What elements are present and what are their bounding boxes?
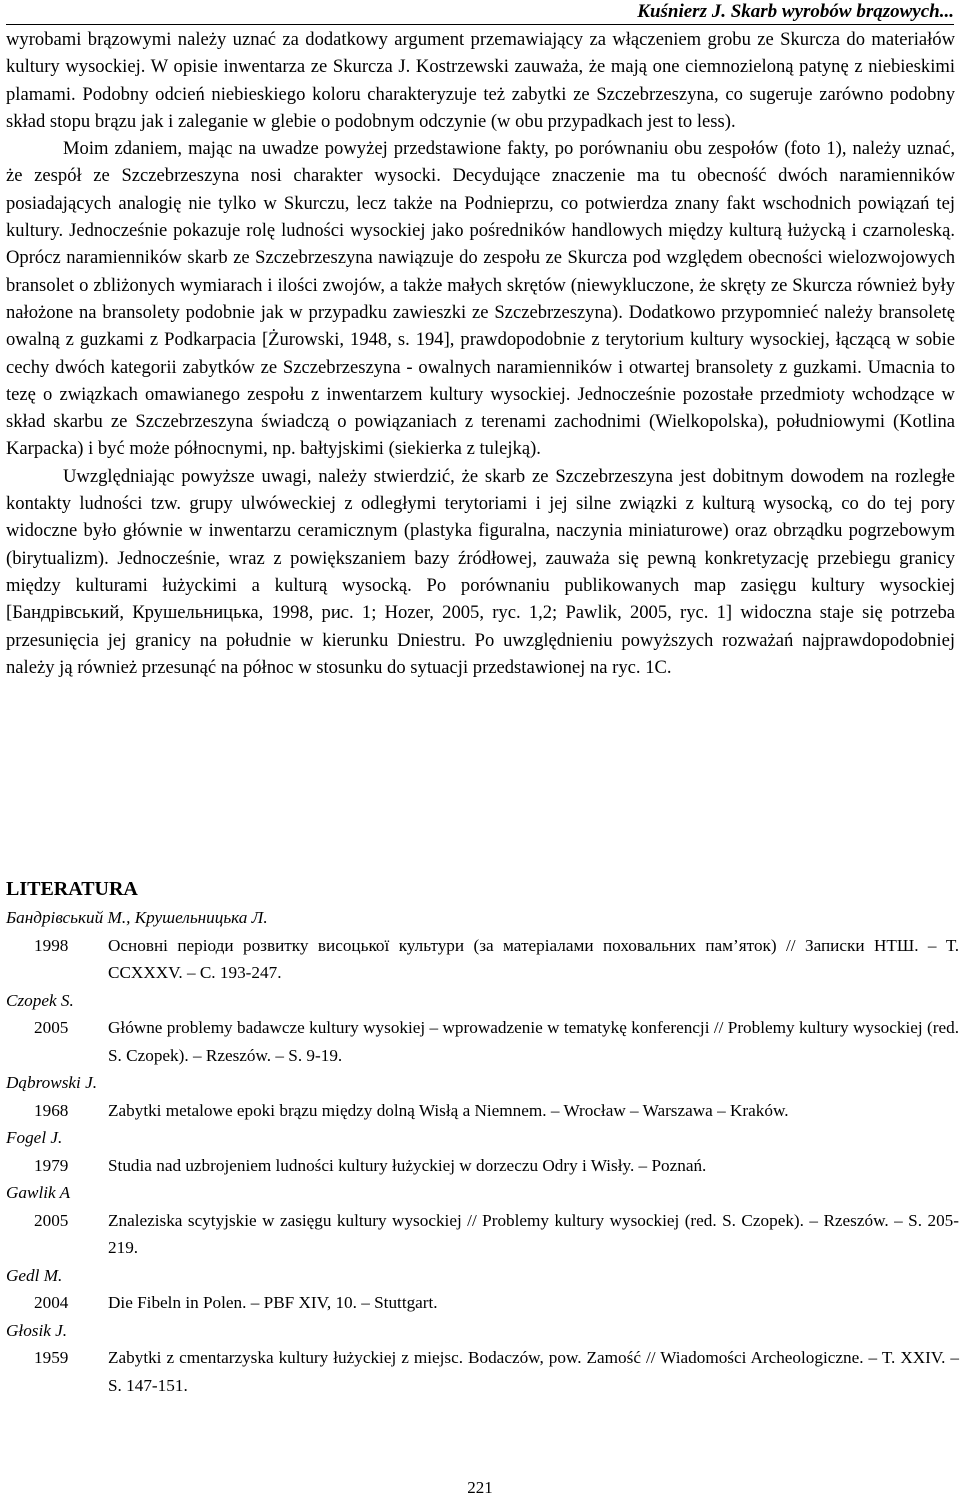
reference-year: 1968 — [34, 1100, 69, 1120]
reference-item — [6, 904, 959, 987]
reference-author: Fogel J. — [6, 1128, 63, 1147]
reference-item — [6, 1262, 959, 1317]
reference-item — [6, 1069, 959, 1124]
reference-title: Основні періоди розвитку висоцької культури (за матеріалами поховальних пам’яток) // Записки НТШ. – Т. CCXXXV. – С. 193-247. — [108, 935, 959, 982]
reference-author: Dąbrowski J. — [6, 1073, 98, 1092]
reference-title: Zabytki metalowe epoki brązu między dolną Wisłą a Niemnem. – Wrocław – Warszawa – Kraków. — [108, 1100, 789, 1120]
paragraph: wyrobami brązowymi należy uznać za dodatkowy argument przemawiający za włączeniem grobu ze Skurcza do materiałów kultury wysockiej. W opisie inwentarza ze Skurcza J. Kostrzewski zauważa, że mają one ciemnozieloną patynę z niebieskimi plamami. Podobny odcień niebieskiego koloru charakteryzuje też zabytki ze Szczebrzeszyna, co sugeruje zarówno podobny skład stopu brązu jak i zaleganie w glebie o podobnym odczynie (w obu przypadkach jest to less). — [6, 29, 955, 132]
reference-item — [6, 1179, 959, 1262]
reference-year: 1998 — [34, 935, 69, 955]
reference-year: 1959 — [34, 1348, 69, 1367]
article-body — [6, 26, 955, 681]
running-title: Kuśnierz J. Skarb wyrobów brązowych... — [637, 1, 954, 22]
reference-year: 1979 — [34, 1155, 69, 1175]
paragraph: Uwzględniając powyższe uwagi, należy stwierdzić, że skarb ze Szczebrzeszyna jest dobitnym dowodem na rozległe kontakty ludności tzw. grupy ulwóweckiej z odległymi terytoriami i jej silne związki z kulturą wysocką, co do tej pory widoczne było głównie w inwentarzu ceramicznym (plastyka figuralna, naczynia miniaturowe) oraz obrządku pogrzebowym (birytualizm). Jednocześnie, wraz z powiększaniem bazy źródłowej, zauważa się pewną konkretyzację przebiegu granicy między kulturami łużyckimi a kulturą wysocką. Po porównaniu publikowanych map zasięgu kultury wysockiej [Бандрівський, Крушельницька, 1998, рис. 1; Hozer, 2005, ryc. 1,2; Pawlik, 2005, ryc. 1] widoczna staje się potrzeba przesunięcia jej granicy na południe w kierunku Dniestru. Po uwzględnieniu powyższych rozważań najprawdopodobniej należy ją również przesunąć na północ w stosunku do sytuacji przedstawionej na ryc. 1C. — [6, 465, 955, 678]
reference-year: 2005 — [34, 1018, 69, 1037]
reference-title: Znaleziska scytyjskie w zasięgu kultury wysockiej // Problemy kultury wysockiej (red. S. Czopek). – Rzeszów. – S. 205-219. — [108, 1210, 959, 1257]
reference-author: Gedl M. — [6, 1265, 63, 1285]
reference-author: Gawlik A — [6, 1183, 71, 1202]
reference-item — [6, 1317, 959, 1400]
reference-title: Die Fibeln in Polen. – PBF XIV, 10. – Stuttgart. — [108, 1293, 438, 1312]
reference-item — [6, 1124, 959, 1179]
reference-title: Studia nad uzbrojeniem ludności kultury łużyckiej w dorzeczu Odry i Wisły. – Poznań. — [108, 1155, 707, 1175]
reference-list — [6, 904, 959, 1399]
reference-author: Бандрівський М., Крушельницька Л. — [6, 908, 268, 927]
reference-title: Główne problemy badawcze kultury wysokiej – wprowadzenie w tematykę konferencji // Problemy kultury wysockiej (red. S. Czopek). – Rzeszów. – S. 9-19. — [108, 1018, 959, 1065]
reference-year: 2005 — [34, 1210, 69, 1230]
page-number: 221 — [467, 1478, 493, 1497]
running-header — [6, 0, 954, 25]
reference-year: 2004 — [34, 1293, 69, 1312]
reference-author: Czopek S. — [6, 990, 74, 1010]
reference-author: Głosik J. — [6, 1320, 68, 1340]
literature-heading: LITERATURA — [6, 878, 138, 900]
paragraph: Moim zdaniem, mając na uwadze powyżej przedstawione fakty, po porównaniu obu zespołów (foto 1), należy uznać, że zespół ze Szczebrzeszyna nosi charakter wysocki. Decydujące znaczenie ma tu obecność dwóch naramienników posiadających analogię nie tylko w Skurczu, lecz także na Podnieprzu, co potwierdza znany fakt wschodnich powiązań tej kultury. Jednocześnie pokazuje rolę ludności wysockiej jako pośredników handlowych między kulturą łużycką i czarnoleską. Oprócz naramienników skarb ze Szczebrzeszyna nawiązuje do zespołu ze Skurcza pod względem obecności wielozwojowych bransolet o zbliżonych wymiarach i ilości zwojów, a także małych skrętów (niewykluczone, że skręty ze Skurcza również były nałożone na bransolety podobnie jak w przypadku zawieszki ze Szczebrzeszyna). Dodatkowo przypomnieć należy bransoletę owalną z guzkami z Podkarpacia [Żurowski, 1948, s. 194], prawdopodobnie z terytorium kultury wysockiej, łączącą w sobie cechy dwóch kategorii zabytków ze Szczebrzeszyna - owalnych naramienników i otwartej bransolety z guzkami. Umacnia to tezę o związkach omawianego zespołu z inwentarzem kultury wysockiej. Jednocześnie pozostałe przedmioty wchodzące w skład skarbu ze Szczebrzeszyna świadczą o powiązaniach z terenami zachodnimi (Wielkopolska), południowymi (Kotlina Karpacka) i być może północnymi, np. bałtyjskimi (siekierka z tulejką). — [6, 138, 955, 460]
reference-item — [6, 987, 959, 1070]
reference-title: Zabytki z cmentarzyska kultury łużyckiej z miejsc. Bodaczów, pow. Zamość // Wiadomości Archeologiczne. – T. XXIV. – S. 147-151. — [108, 1348, 959, 1395]
